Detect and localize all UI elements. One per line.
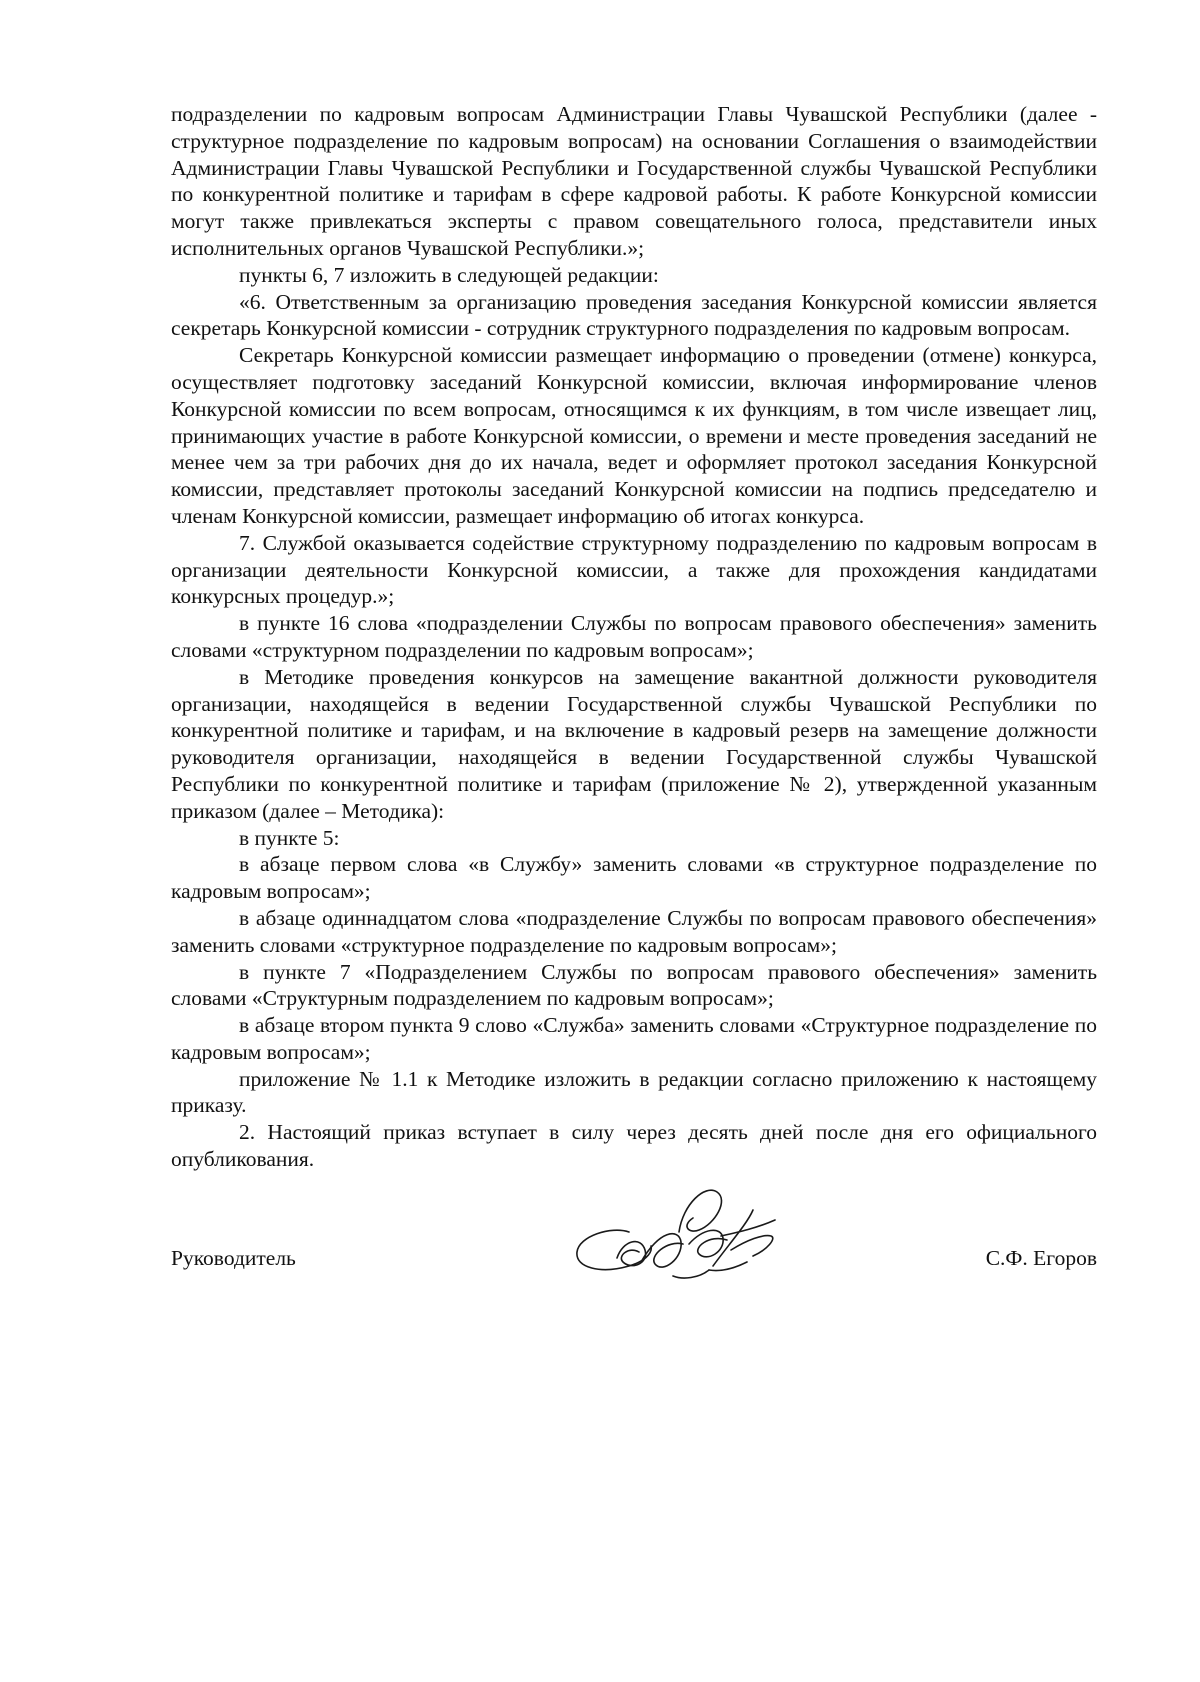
paragraph-1: подразделении по кадровым вопросам Администрации Главы Чувашской Республики (далее - структурное подразделение по кадровым вопросам) на основании Соглашения о взаимодействии Администрации Главы Чувашской Республики и Государственной службы Чувашской Республики по конкурентной политике и тарифам в сфере кадровой работы. К работе Конкурсной комиссии могут также привлекаться эксперты с правом совещательного голоса, представители иных исполнительных органов Чувашской Республики.»; <box>171 102 1097 260</box>
paragraph-9: в абзаце первом слова «в Службу» заменить словами «в структурное подразделение по кадровым вопросам»; <box>171 852 1097 904</box>
signature-block <box>171 1245 1097 1345</box>
paragraph-10: в абзаце одиннадцатом слова «подразделение Службы по вопросам правового обеспечения» заменить словами «структурное подразделение по кадровым вопросам»; <box>171 905 1097 957</box>
paragraph-13: приложение № 1.1 к Методике изложить в редакции согласно приложению к настоящему приказу. <box>171 1066 1097 1118</box>
paragraph-7: в Методике проведения конкурсов на замещение вакантной должности руководителя организации, находящейся в ведении Государственной службы Чувашской Республики по конкурентной политике и тарифам, и на включение в кадровый резерв на замещение должности руководителя организации, находящейся в ведении Государственной службы Чувашской Республики по конкурентной политике и тарифам (приложение № 2), утвержденной указанным приказом (далее – Методика): <box>171 664 1097 823</box>
paragraph-12: в абзаце втором пункта 9 слово «Служба» заменить словами «Структурное подразделение по кадровым вопросам»; <box>171 1013 1097 1064</box>
paragraph-3: «6. Ответственным за организацию проведения заседания Конкурсной комиссии является секретарь Конкурсной комиссии - сотрудник структурного подразделения по кадровым вопросам. <box>171 289 1097 341</box>
document-body <box>171 101 1097 1173</box>
paragraph-2: пункты 6, 7 изложить в следующей редакции: <box>239 262 659 287</box>
signatory-name: С.Ф. Егоров <box>985 1246 1097 1270</box>
paragraph-5: 7. Службой оказывается содействие структурному подразделению по кадровым вопросам в организации деятельности Конкурсной комиссии, а также для прохождения кандидатами конкурсных процедур.»; <box>171 530 1097 609</box>
paragraph-11: в пункте 7 «Подразделением Службы по вопросам правового обеспечения» заменить словами «Структурным подразделением по кадровым вопросам»; <box>171 959 1097 1011</box>
paragraph-6: в пункте 16 слова «подразделении Службы по вопросам правового обеспечения» заменить словами «структурном подразделении по кадровым вопросам»; <box>171 611 1097 662</box>
paragraph-4: Секретарь Конкурсной комиссии размещает информацию о проведении (отмене) конкурса, осуществляет подготовку заседаний Конкурсной комиссии, включая информирование членов Конкурсной комиссии по всем вопросам, относящимся к их функциям, в том числе извещает лиц, принимающих участие в работе Конкурсной комиссии, о времени и месте проведения заседаний не менее чем за три рабочих дня до их начала, ведет и оформляет протокол заседания Конкурсной комиссии, представляет протоколы заседаний Конкурсной комиссии на подпись председателю и членам Конкурсной комиссии, размещает информацию об итогах конкурса. <box>171 343 1097 528</box>
paragraph-8: в пункте 5: <box>239 825 340 850</box>
paragraph-14: 2. Настоящий приказ вступает в силу через десять дней после дня его официального опубликования. <box>171 1120 1097 1172</box>
signatory-title: Руководитель <box>171 1246 296 1270</box>
